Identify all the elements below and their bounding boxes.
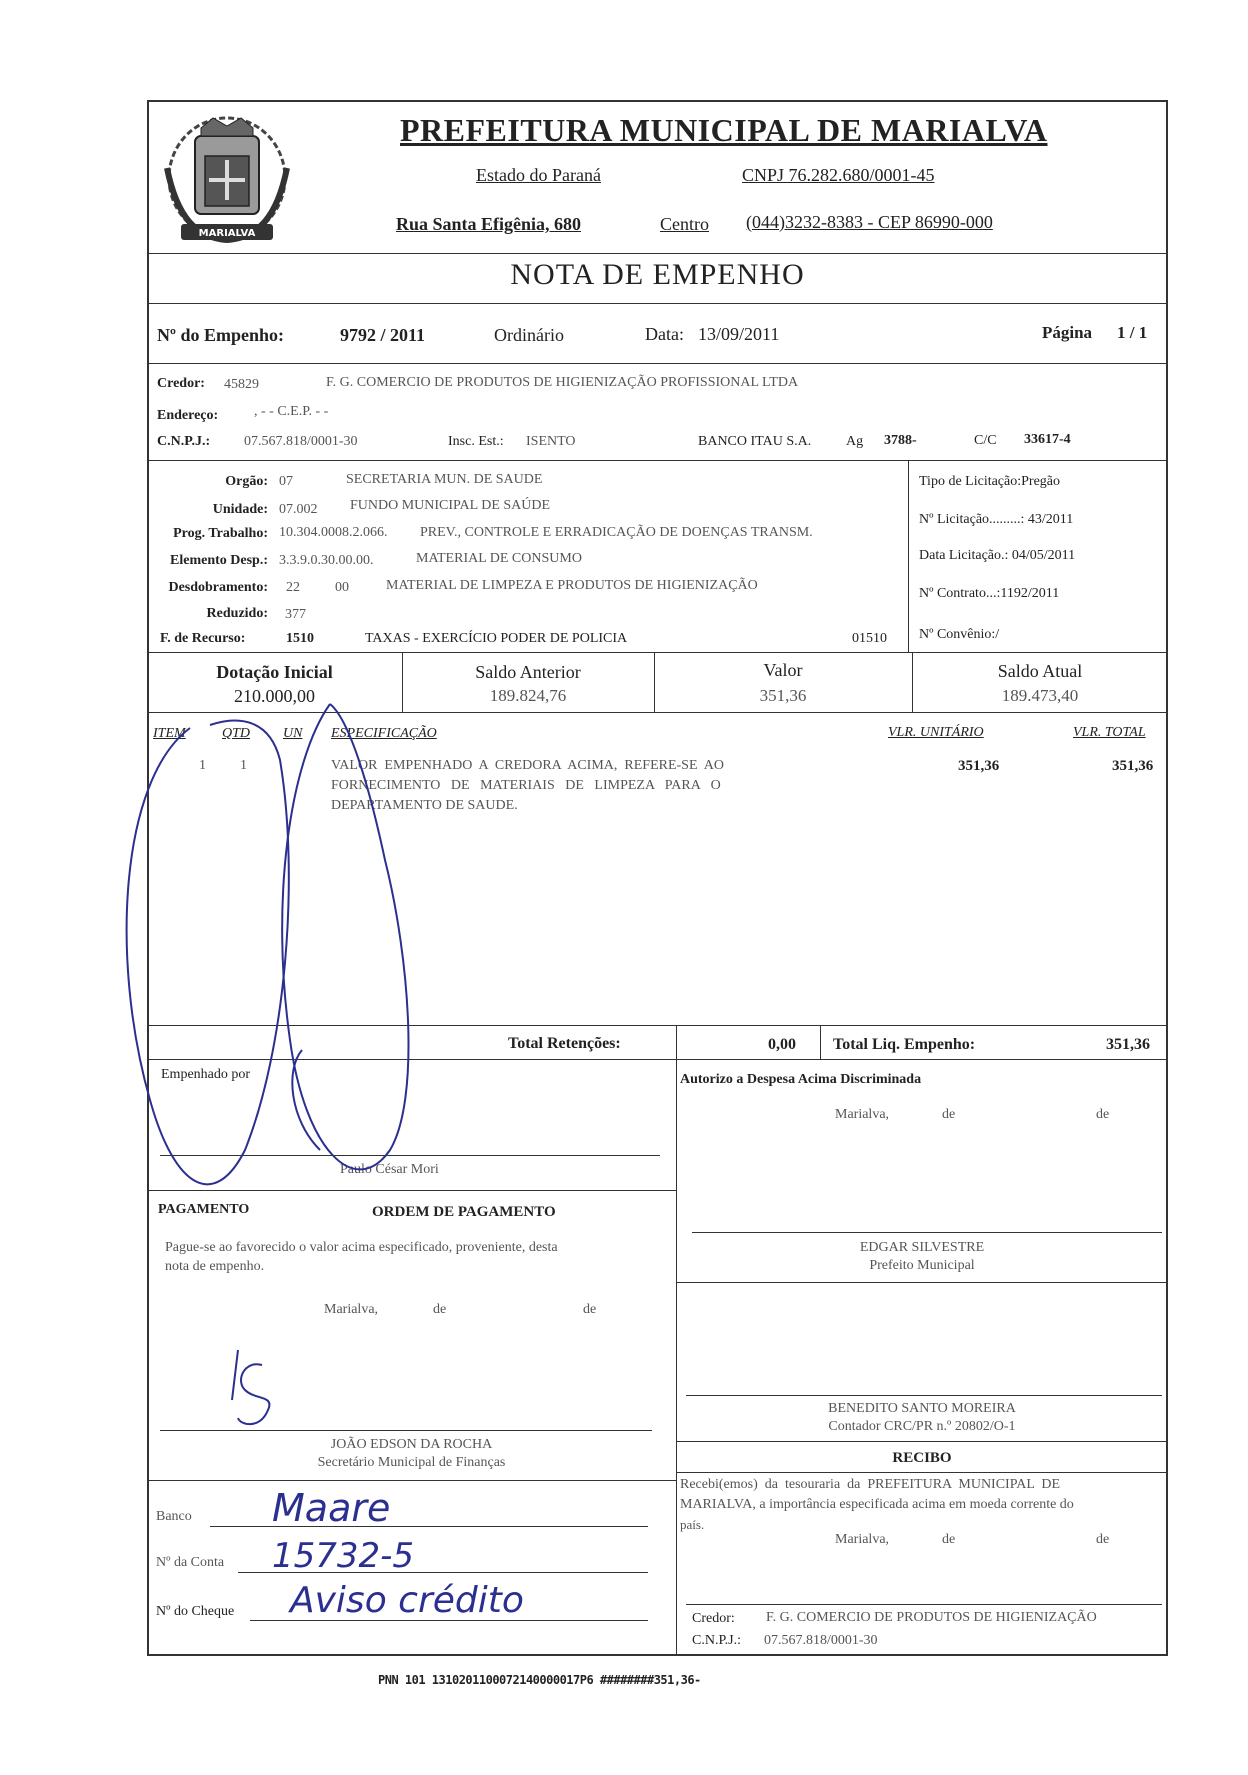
- autorizo-de2: de: [1096, 1107, 1110, 1122]
- orgao-name: SECRETARIA MUN. DE SAUDE: [346, 472, 543, 487]
- header-address: Rua Santa Efigênia, 680: [396, 214, 582, 234]
- empenho-date-label: Data:: [645, 324, 684, 344]
- item-desc-line2: FORNECIMENTO DE MATERIAIS DE LIMPEZA PARA O: [331, 778, 721, 793]
- secretary-name: JOÃO EDSON DA ROCHA: [330, 1437, 493, 1452]
- saldo-anterior-label: Saldo Anterior: [475, 662, 581, 682]
- empenho-type: Ordinário: [494, 325, 564, 345]
- secretary-title: Secretário Municipal de Finanças: [317, 1455, 506, 1470]
- recurso-code2: 01510: [852, 631, 887, 646]
- valor-value: 351,36: [759, 686, 807, 705]
- pagamento-de2: de: [583, 1302, 597, 1317]
- unidade-name: FUNDO MUNICIPAL DE SAÚDE: [350, 498, 551, 513]
- cnpj-label: C.N.P.J.:: [157, 434, 211, 449]
- col-header-qtd: QTD: [222, 726, 251, 741]
- saldo-atual-label: Saldo Atual: [997, 661, 1083, 681]
- conta-handwritten: 15732-5: [272, 1536, 415, 1576]
- agency-label: Ag: [846, 434, 864, 449]
- licitacao-type-value: Pregão: [1021, 474, 1061, 489]
- col-header-vlr-total: VLR. TOTAL: [1073, 725, 1146, 740]
- empenho-number: 9792 / 2011: [340, 325, 426, 345]
- cheque-handwritten: Aviso crédito: [290, 1580, 524, 1621]
- pen-loop-right: [282, 704, 408, 1169]
- recibo-cnpj: 07.567.818/0001-30: [764, 1633, 878, 1648]
- elemento-name: MATERIAL DE CONSUMO: [416, 551, 582, 566]
- item-vlr-unitario: 351,36: [958, 758, 1000, 774]
- mayor-name: EDGAR SILVESTRE: [859, 1240, 985, 1255]
- col-header-vlr-unitario: VLR. UNITÁRIO: [888, 725, 984, 740]
- prog-code: 10.304.0008.2.066.: [279, 525, 388, 540]
- total-liquido-label: Total Liq. Empenho:: [833, 1036, 976, 1053]
- col-header-item: ITEM: [153, 726, 186, 741]
- item-number: 1: [199, 758, 206, 773]
- bank-name: BANCO ITAU S.A.: [698, 434, 812, 449]
- contrato-value: 1192/2011: [1000, 586, 1060, 601]
- accountant-name: BENEDITO SANTO MOREIRA: [828, 1401, 1016, 1416]
- saldo-atual-value: 189.473,40: [1001, 686, 1079, 705]
- desdobramento-label: Desdobramento:: [168, 580, 268, 595]
- item-desc-line1: VALOR EMPENHADO A CREDORA ACIMA, REFERE-SE AO: [331, 758, 724, 773]
- cnpj-value: 07.567.818/0001-30: [244, 434, 358, 449]
- empenhado-por-name: Paulo César Mori: [340, 1162, 439, 1177]
- recibo-credor-label: Credor:: [692, 1611, 735, 1626]
- item-qtd: 1: [240, 758, 247, 773]
- header-cnpj: CNPJ 76.282.680/0001-45: [742, 165, 935, 185]
- licitacao-number-label: Nº Licitação.........:: [919, 512, 1025, 527]
- pen-stroke-center: [292, 1050, 320, 1150]
- reduzido-label: Reduzido:: [206, 606, 268, 621]
- accountant-title: Contador CRC/PR n.º 20802/O-1: [828, 1419, 1016, 1434]
- footer-machine-code: PNN 101 1310201100072140000017P6 ########351,36-: [378, 1673, 701, 1687]
- credor-name: F. G. COMERCIO DE PRODUTOS DE HIGIENIZAÇÃO PROFISSIONAL LTDA: [326, 375, 799, 390]
- recibo-de1: de: [942, 1532, 956, 1547]
- recibo-de2: de: [1096, 1532, 1110, 1547]
- insc-label: Insc. Est.:: [448, 434, 504, 449]
- elemento-code: 3.3.9.0.30.00.00.: [279, 553, 374, 568]
- col-header-un: UN: [283, 726, 303, 741]
- recurso-code: 1510: [286, 631, 314, 646]
- orgao-label: Orgão:: [225, 474, 268, 489]
- retencoes-value: 0,00: [768, 1036, 796, 1053]
- pagamento-de1: de: [433, 1302, 447, 1317]
- page-label: Página: [1042, 323, 1093, 342]
- empenho-number-label: Nº do Empenho:: [157, 325, 284, 345]
- pagamento-text-line1: Pague-se ao favorecido o valor acima especificado, proveniente, desta: [165, 1240, 558, 1255]
- conta-label: Nº da Conta: [156, 1555, 225, 1570]
- header-district: Centro: [660, 214, 709, 234]
- document-title: NOTA DE EMPENHO: [510, 258, 805, 291]
- recurso-label: F. de Recurso:: [160, 631, 246, 646]
- retencoes-label: Total Retenções:: [508, 1035, 621, 1052]
- recibo-label: RECIBO: [892, 1450, 952, 1466]
- elemento-label: Elemento Desp.:: [170, 553, 268, 568]
- desdobramento-code2: 00: [335, 580, 349, 595]
- recurso-name: TAXAS - EXERCÍCIO PODER DE POLICIA: [365, 631, 628, 646]
- dotacao-label: Dotação Inicial: [216, 662, 333, 682]
- pagamento-place: Marialva,: [324, 1302, 379, 1317]
- header-state: Estado do Paraná: [476, 165, 601, 185]
- insc-value: ISENTO: [526, 434, 576, 449]
- reduzido-value: 377: [285, 607, 306, 622]
- saldo-anterior-value: 189.824,76: [489, 686, 567, 705]
- recibo-cnpj-label: C.N.P.J.:: [692, 1633, 742, 1648]
- item-desc-line3: DEPARTAMENTO DE SAUDE.: [331, 798, 518, 813]
- autorizo-label: Autorizo a Despesa Acima Discriminada: [680, 1072, 922, 1087]
- prog-label: Prog. Trabalho:: [173, 526, 268, 541]
- licitacao-date-label: Data Licitação.:: [919, 548, 1009, 563]
- credor-label: Credor:: [157, 376, 205, 391]
- pen-loop-left: [127, 721, 289, 1185]
- autorizo-place: Marialva,: [835, 1107, 890, 1122]
- licitacao-date-value: 04/05/2011: [1011, 548, 1076, 563]
- empenhado-por-label: Empenhado por: [161, 1067, 251, 1082]
- desdobramento-name: MATERIAL DE LIMPEZA E PRODUTOS DE HIGIENIZAÇÃO: [386, 578, 758, 593]
- ordem-pagamento-label: ORDEM DE PAGAMENTO: [372, 1204, 556, 1220]
- credor-code: 45829: [224, 377, 259, 392]
- contrato-label: Nº Contrato...:: [919, 586, 1001, 601]
- endereco-value: , - - C.E.P. - -: [254, 404, 329, 419]
- header-title: PREFEITURA MUNICIPAL DE MARIALVA: [400, 112, 1048, 148]
- orgao-code: 07: [279, 474, 293, 489]
- mayor-title: Prefeito Municipal: [869, 1258, 975, 1273]
- cheque-label: Nº do Cheque: [156, 1604, 235, 1619]
- recibo-text-line3: país.: [680, 1517, 705, 1532]
- account-label: C/C: [974, 433, 997, 448]
- pagamento-text-line2: nota de empenho.: [165, 1259, 265, 1274]
- licitacao-type-label: Tipo de Licitação:: [919, 474, 1022, 489]
- dotacao-value: 210.000,00: [234, 686, 315, 706]
- total-liquido-value: 351,36: [1106, 1036, 1150, 1053]
- col-header-especificacao: ESPECIFICAÇÃO: [331, 726, 437, 741]
- unidade-code: 07.002: [279, 502, 318, 517]
- pagamento-label: PAGAMENTO: [158, 1202, 250, 1217]
- recibo-place: Marialva,: [835, 1532, 890, 1547]
- recibo-text-line2: MARIALVA, a importância especificada acima em moeda corrente do: [680, 1497, 1074, 1512]
- prog-name: PREV., CONTROLE E ERRADICAÇÃO DE DOENÇAS TRANSM.: [420, 525, 813, 540]
- autorizo-de1: de: [942, 1107, 956, 1122]
- empenho-date: 13/09/2011: [698, 324, 780, 344]
- valor-label: Valor: [763, 660, 803, 680]
- logo-banner-text: MARIALVA: [198, 228, 256, 239]
- header-phone-cep: (044)3232-8383 - CEP 86990-000: [746, 212, 993, 232]
- recibo-credor-name: F. G. COMERCIO DE PRODUTOS DE HIGIENIZAÇÃO: [766, 1610, 1097, 1625]
- licitacao-number-value: 43/2011: [1027, 512, 1074, 527]
- recibo-text-line1: Recebi(emos) da tesouraria da PREFEITURA MUNICIPAL DE: [680, 1477, 1061, 1492]
- agency-value: 3788-: [884, 433, 917, 448]
- pen-initial: [232, 1350, 269, 1424]
- account-value: 33617-4: [1024, 432, 1071, 447]
- unidade-label: Unidade:: [212, 502, 268, 517]
- convenio-label: Nº Convênio:/: [919, 627, 1000, 642]
- banco-handwritten: Maare: [272, 1486, 391, 1530]
- item-vlr-total: 351,36: [1112, 758, 1154, 774]
- endereco-label: Endereço:: [157, 408, 219, 423]
- banco-label: Banco: [156, 1509, 192, 1524]
- page-number: 1 / 1: [1117, 323, 1148, 342]
- desdobramento-code1: 22: [286, 580, 300, 595]
